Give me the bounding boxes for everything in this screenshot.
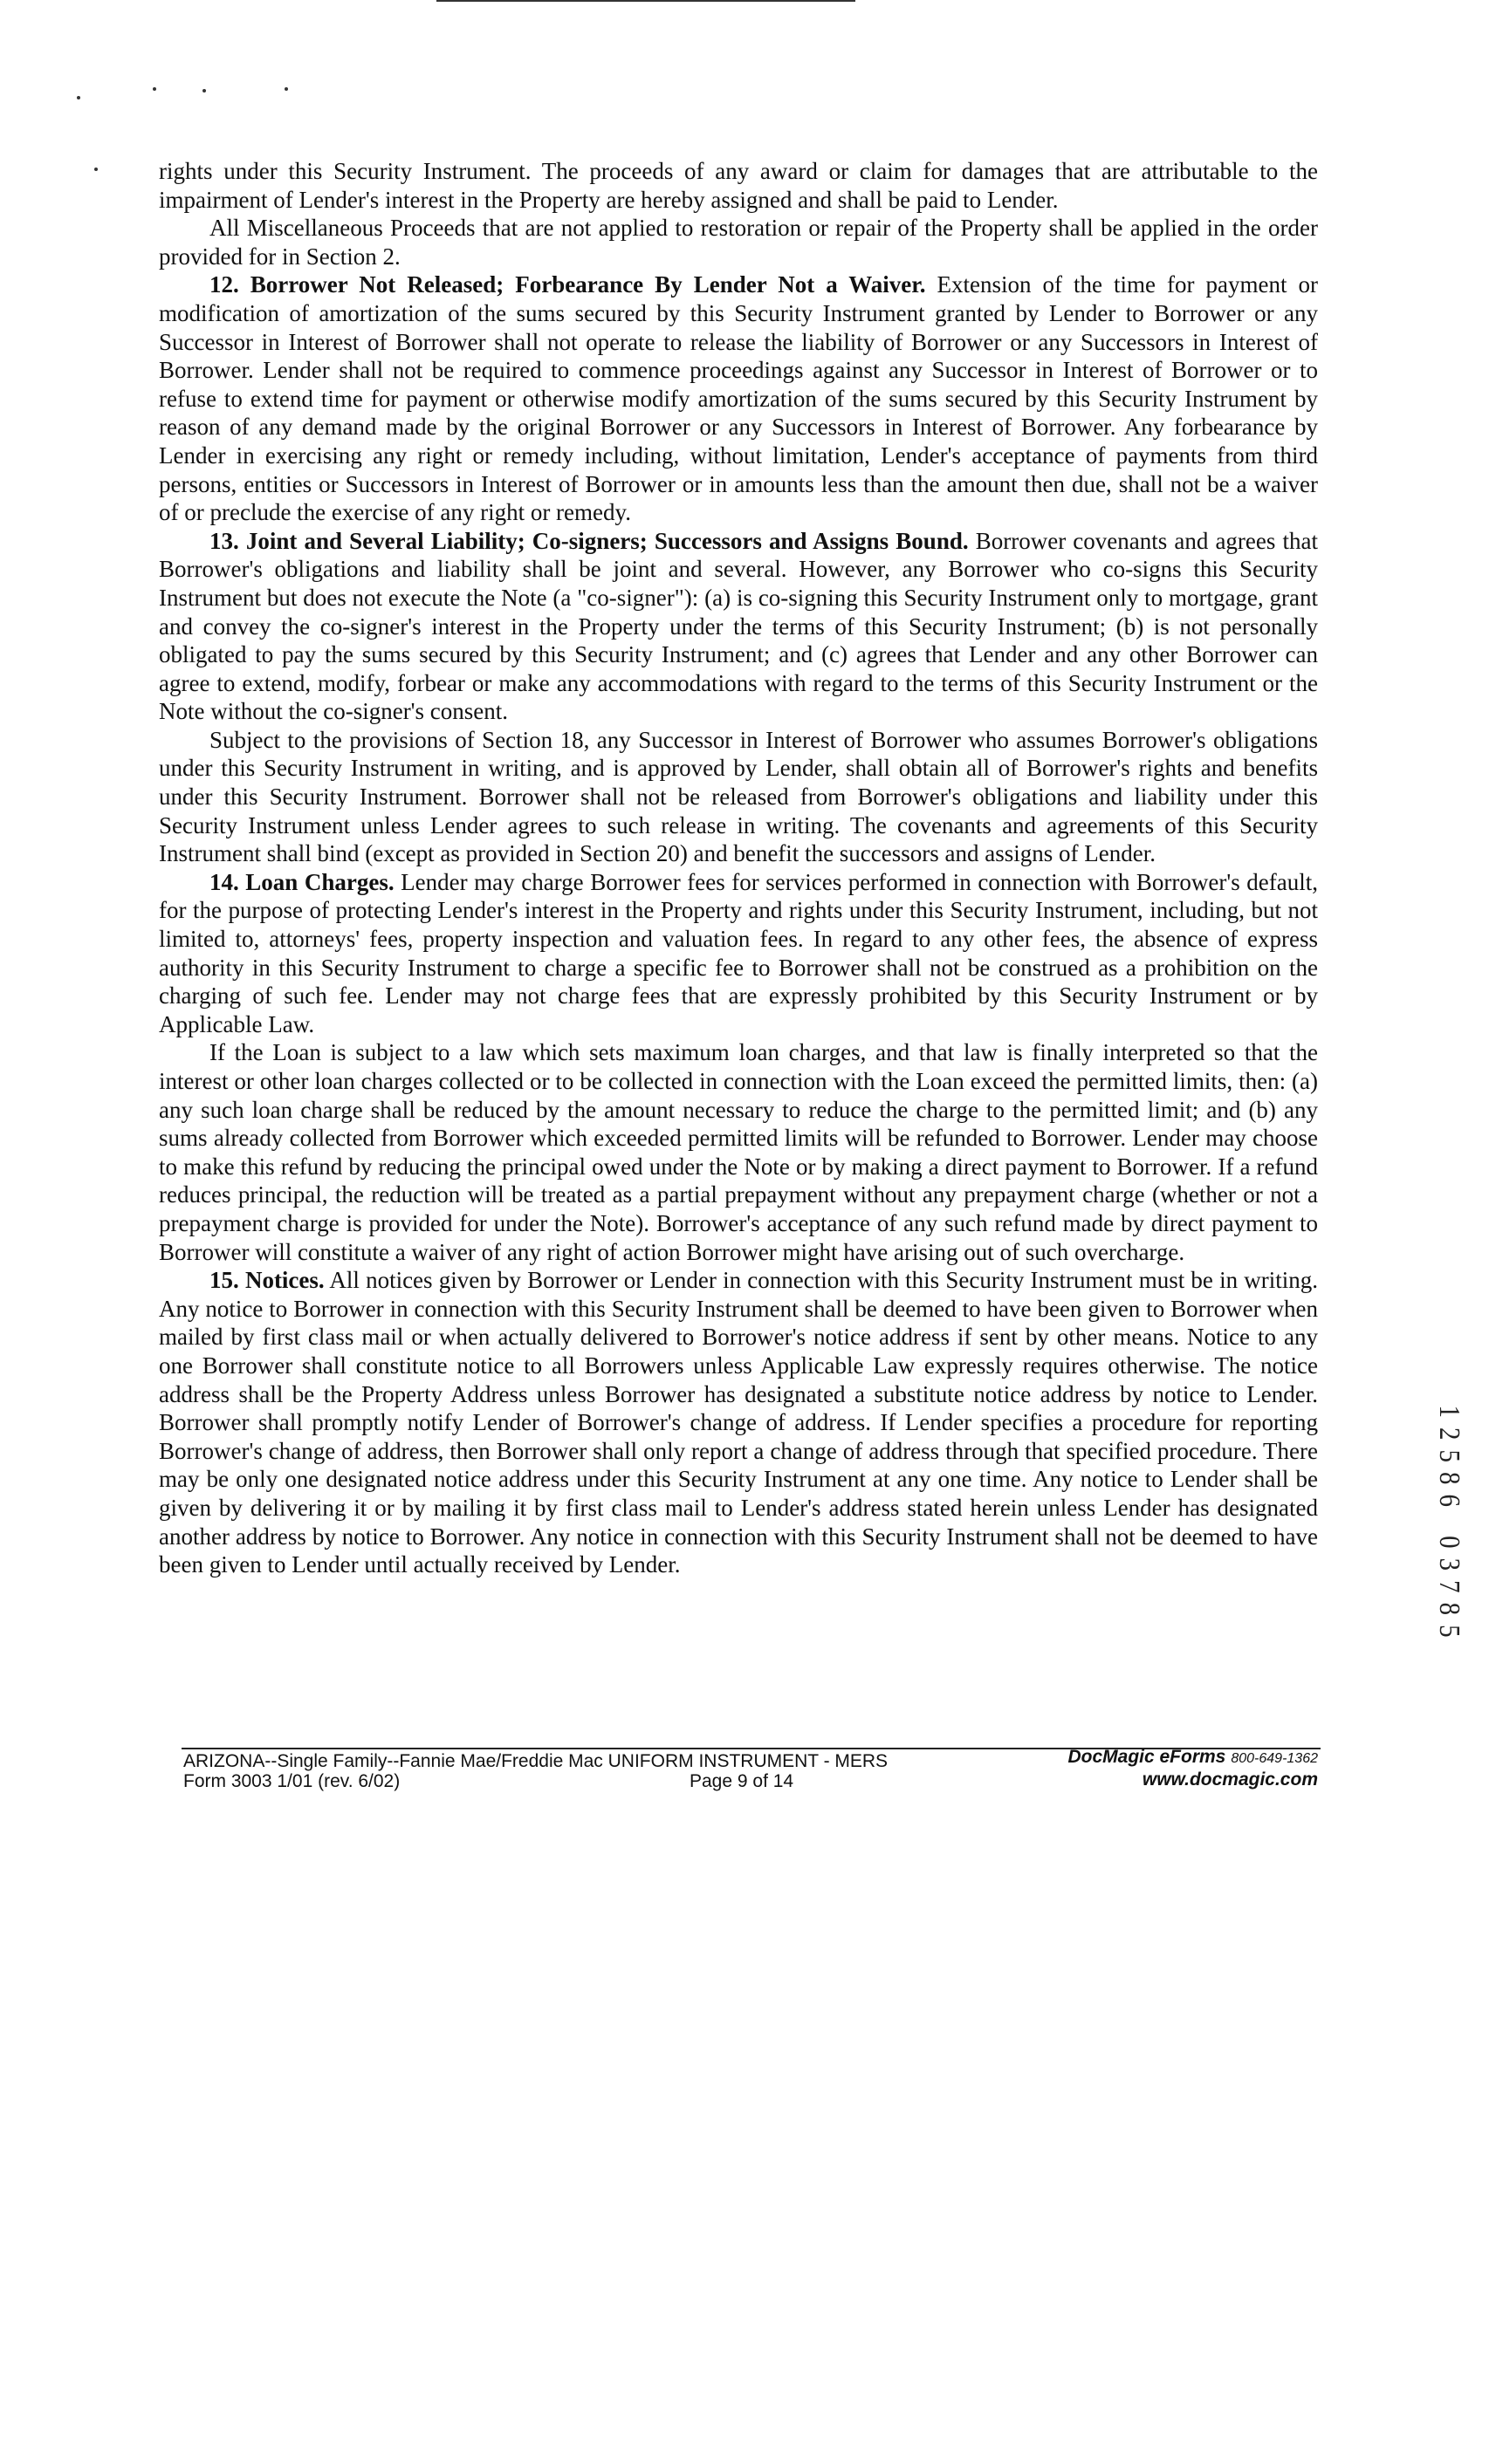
brand-line bbox=[1067, 1747, 1318, 1769]
docmagic-logo: DocMagic eForms bbox=[1067, 1747, 1226, 1767]
scan-speck bbox=[202, 89, 206, 92]
form-number: Form 3003 1/01 (rev. 6/02) bbox=[183, 1771, 401, 1791]
paragraph-text: All Miscellaneous Proceeds that are not applied to restoration or repair of the Property shall be applied in the order provided for in Section 2. bbox=[159, 215, 1318, 270]
form-title: ARIZONA--Single Family--Fannie Mae/Freddie Mac UNIFORM INSTRUMENT - MERS bbox=[183, 1751, 889, 1771]
recording-number-stamp bbox=[1431, 1400, 1466, 1642]
stamp-digit: 8 bbox=[1433, 1472, 1465, 1485]
page-number: Page 9 of 14 bbox=[690, 1771, 794, 1791]
paragraph bbox=[159, 726, 1318, 868]
paragraph-text: All notices given by Borrower or Lender in connection with this Security Instrument must be in writing. Any notice to Borrower in connection with this Security Instrument shall be deemed to have been given to Borrower when mailed by first class mail or when actually delivered to Borrower's notice address if sent by other means. Notice to any one Borrower shall constitute notice to all Borrowers unless Applicable Law expressly requires otherwise. The notice address shall be the Property Address unless Borrower has designated a substitute notice address by notice to Lender. Borrower shall promptly notify Lender of Borrower's change of address. If Lender specifies a procedure for reporting Borrower's change of address, then Borrower shall only report a change of address through that specified procedure. There may be only one designated notice address under this Security Instrument at any one time. Any notice to Lender shall be given by delivering it or by mailing it by first class mail to Lender's address stated herein unless Lender has designated another address by notice to Borrower. Any notice in connection with this Security Instrument shall not be deemed to have been given to Lender until actually received by Lender. bbox=[159, 1267, 1319, 1578]
stamp-digit: 6 bbox=[1433, 1494, 1465, 1507]
stamp-digit: 5 bbox=[1433, 1625, 1465, 1638]
section-13 bbox=[159, 527, 1318, 726]
paragraph-text: rights under this Security Instrument. The proceeds of any award or claim for damages that are attributable to the impairment of Lender's interest in the Property are hereby assigned and shall be paid to Lender. bbox=[159, 158, 1318, 213]
top-edge-rule bbox=[436, 0, 855, 2]
stamp-digit: 3 bbox=[1433, 1557, 1465, 1571]
section-heading: 13. Joint and Several Liability; Co-signers; Successors and Assigns Bound. bbox=[209, 527, 969, 554]
stamp-digit: 0 bbox=[1433, 1536, 1465, 1549]
stamp-digit: 8 bbox=[1433, 1602, 1465, 1616]
paragraph-text: Extension of the time for payment or modification of amortization of the sums secured by this Security Instrument granted by Lender to Borrower or any Successor in Interest of Borrower shall not operate to release the liability of Borrower or any Successors in Interest of Borrower. Lender shall not be required to commence proceedings against any Successor in Interest of Borrower or to refuse to extend time for payment or otherwise modify amortization of the sums secured by this Security Instrument by reason of any demand made by the original Borrower or any Successors in Interest of Borrower. Any forbearance by Lender in exercising any right or remedy including, without limitation, Lender's acceptance of payments from third persons, entities or Successors in Interest of Borrower or in amounts less than the amount then due, shall not be a waiver of or preclude the exercise of any right or remedy. bbox=[159, 271, 1318, 526]
phone-number: 800-649-1362 bbox=[1231, 1751, 1318, 1766]
stamp-digit: 5 bbox=[1433, 1449, 1465, 1462]
section-heading: 14. Loan Charges. bbox=[209, 868, 395, 895]
section-12 bbox=[159, 270, 1318, 526]
stamp-chars-1 bbox=[1431, 1400, 1466, 1512]
document-body bbox=[159, 157, 1318, 1579]
scan-speck bbox=[153, 87, 156, 91]
footer-brand bbox=[1067, 1747, 1318, 1790]
scan-speck bbox=[285, 87, 288, 91]
website-link: www.docmagic.com bbox=[1142, 1769, 1318, 1790]
section-heading: 12. Borrower Not Released; Forbearance By Lender Not a Waiver. bbox=[209, 271, 926, 298]
stamp-digit: 2 bbox=[1433, 1427, 1465, 1441]
stamp-digit: 7 bbox=[1433, 1580, 1465, 1593]
paragraph-text: Lender may charge Borrower fees for services performed in connection with Borrower's default, for the purpose of protecting Lender's interest in the Property and rights under this Security Instrument, including, but not limited to, attorneys' fees, property inspection and valuation fees. In regard to any other fees, the absence of express authority in this Security Instrument to charge a specific fee to Borrower shall not be construed as a prohibition on the charging of such fee. Lender may not charge fees that are expressly prohibited by this Security Instrument or by Applicable Law. bbox=[159, 868, 1319, 1037]
stamp-digit: 1 bbox=[1433, 1405, 1465, 1418]
stamp-chars-2 bbox=[1431, 1531, 1466, 1643]
paragraph-text: Borrower covenants and agrees that Borrower's obligations and liability shall be joint and several. However, any Borrower who co-signs this Security Instrument but does not execute the Note (a "co-signer"): (a) is co-signing this Security Instrument only to mortgage, grant and convey the co-signer's interest in the Property under the terms of this Security Instrument; (b) is not personally obligated to pay the sums secured by this Security Instrument; and (c) agrees that Lender and any other Borrower can agree to extend, modify, forbear or make any accommodations with regard to the terms of this Security Instrument or the Note without the co-signer's consent. bbox=[159, 527, 1318, 725]
scan-speck bbox=[94, 168, 98, 171]
paragraph bbox=[159, 1038, 1318, 1266]
scan-speck bbox=[77, 96, 80, 99]
paragraph bbox=[159, 157, 1318, 214]
section-14 bbox=[159, 868, 1318, 1039]
paragraph-text: Subject to the provisions of Section 18, any Successor in Interest of Borrower who assumes Borrower's obligations under this Security Instrument in writing, and is approved by Lender, shall obtain all of Borrower's rights and benefits under this Security Instrument. Borrower shall not be released from Borrower's obligations and liability under this Security Instrument unless Lender agrees to such release in writing. The covenants and agreements of this Security Instrument shall bind (except as provided in Section 20) and benefit the successors and assigns of Lender. bbox=[159, 726, 1318, 867]
paragraph-text: If the Loan is subject to a law which sets maximum loan charges, and that law is finally interpreted so that the interest or other loan charges collected or to be collected in connection with the Loan exceed the permitted limits, then: (a) any such loan charge shall be reduced by the amount necessary to reduce the charge to the permitted limit; and (b) any sums already collected from Borrower which exceeded permitted limits will be refunded to Borrower. Lender may choose to make this refund by reducing the principal owed under the Note or by making a direct payment to Borrower. If a refund reduces principal, the reduction will be treated as a partial prepayment without any prepayment charge (whether or not a prepayment charge is provided for under the Note). Borrower's acceptance of any such refund made by direct payment to Borrower will constitute a waiver of any right of action Borrower might have arising out of such overcharge. bbox=[159, 1039, 1318, 1265]
section-heading: 15. Notices. bbox=[209, 1267, 325, 1294]
section-15 bbox=[159, 1266, 1318, 1579]
paragraph bbox=[159, 214, 1318, 270]
